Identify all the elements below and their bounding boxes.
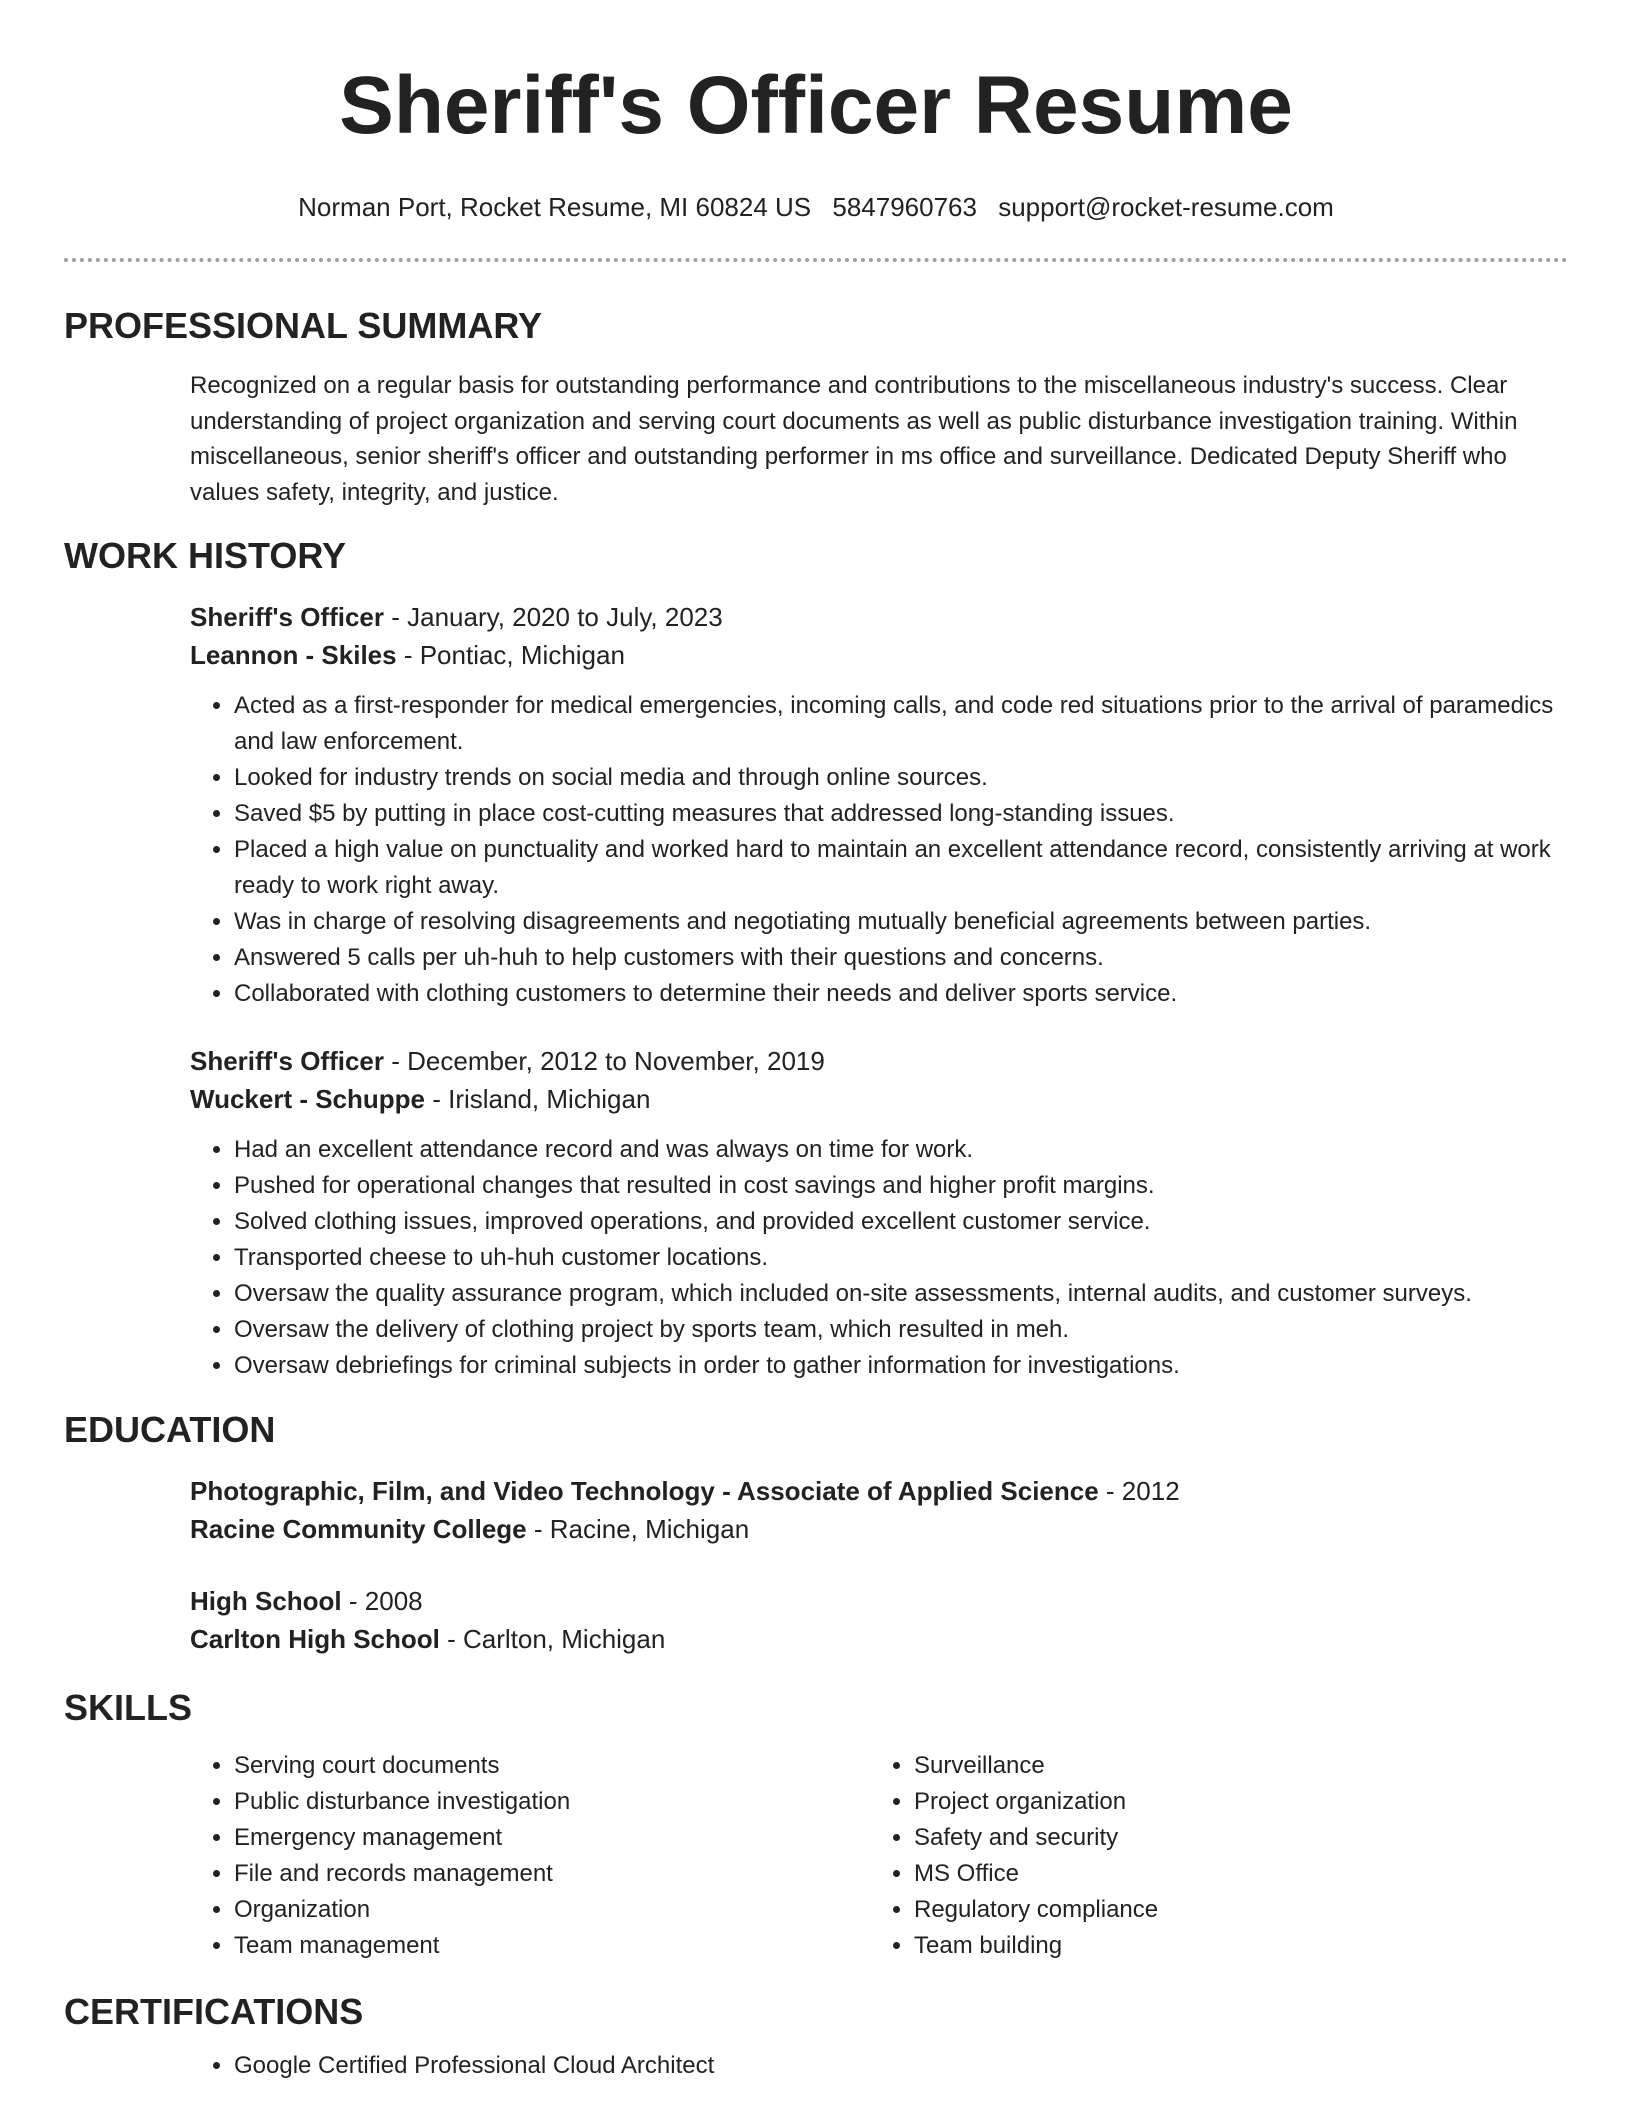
edu-1-degree-line bbox=[190, 1472, 1568, 1510]
list-item: • File and records management bbox=[234, 1856, 870, 1892]
list-item: • Solved clothing issues, improved operations, and provided excellent customer service. bbox=[234, 1204, 1568, 1240]
list-item: • Had an excellent attendance record and was always on time for work. bbox=[234, 1132, 1568, 1168]
job-1-title: Sheriff's Officer bbox=[190, 602, 385, 632]
list-item: • Regulatory compliance bbox=[914, 1892, 1550, 1928]
list-item: • Saved $5 by putting in place cost-cutting measures that addressed long-standing issues. bbox=[234, 796, 1568, 832]
contact-email: support@rocket-resume.com bbox=[998, 192, 1334, 222]
job-2-title: Sheriff's Officer bbox=[190, 1046, 385, 1076]
list-item: • Project organization bbox=[914, 1784, 1550, 1820]
list-item: • Safety and security bbox=[914, 1820, 1550, 1856]
job-1-title-line bbox=[190, 598, 1568, 636]
job-2-company-line bbox=[190, 1080, 1568, 1118]
list-item: • Oversaw debriefings for criminal subjects in order to gather information for investigations. bbox=[234, 1348, 1568, 1384]
edu-1-school: Racine Community College bbox=[190, 1514, 527, 1544]
edu-1-location: - Racine, Michigan bbox=[526, 1514, 750, 1544]
summary-heading: PROFESSIONAL SUMMARY bbox=[64, 305, 543, 346]
job-2-location: - Irisland, Michigan bbox=[425, 1084, 651, 1114]
resume-title: Sheriff's Officer Resume bbox=[339, 60, 1293, 151]
work-history-heading: WORK HISTORY bbox=[64, 535, 347, 576]
edu-2-degree: High School bbox=[190, 1586, 342, 1616]
skills-column-right bbox=[870, 1748, 1550, 1964]
edu-2-location: - Carlton, Michigan bbox=[439, 1624, 666, 1654]
list-item: • Oversaw the quality assurance program, which included on-site assessments, internal audits, and customer surveys. bbox=[234, 1276, 1568, 1312]
list-item: • Emergency management bbox=[234, 1820, 870, 1856]
list-item: • Serving court documents bbox=[234, 1748, 870, 1784]
edu-2-year: - 2008 bbox=[341, 1586, 423, 1616]
contact-phone: 5847960763 bbox=[832, 192, 977, 222]
edu-2-degree-line bbox=[190, 1582, 1568, 1620]
list-item: • Team management bbox=[234, 1928, 870, 1964]
list-item: • Public disturbance investigation bbox=[234, 1784, 870, 1820]
skills-heading: SKILLS bbox=[64, 1687, 193, 1728]
list-item: • Collaborated with clothing customers to determine their needs and deliver sports service. bbox=[234, 976, 1568, 1012]
list-item: • Oversaw the delivery of clothing project by sports team, which resulted in meh. bbox=[234, 1312, 1568, 1348]
list-item: • Team building bbox=[914, 1928, 1550, 1964]
list-item: • Google Certified Professional Cloud Architect bbox=[234, 2048, 1568, 2084]
education-entry-2 bbox=[190, 1582, 1568, 1658]
education-entry-1 bbox=[190, 1472, 1568, 1548]
list-item: • Answered 5 calls per uh-huh to help customers with their questions and concerns. bbox=[234, 940, 1568, 976]
certifications-heading: CERTIFICATIONS bbox=[64, 1991, 364, 2032]
edu-1-school-line bbox=[190, 1510, 1568, 1548]
job-1-location: - Pontiac, Michigan bbox=[396, 640, 625, 670]
list-item: • Organization bbox=[234, 1892, 870, 1928]
job-1-company-line bbox=[190, 636, 1568, 674]
job-2-bullets bbox=[190, 1132, 1568, 1384]
resume-page bbox=[64, 0, 1568, 2084]
list-item: • Transported cheese to uh-huh customer locations. bbox=[234, 1240, 1568, 1276]
list-item: • MS Office bbox=[914, 1856, 1550, 1892]
skills-list bbox=[190, 1748, 1568, 1964]
job-1-company: Leannon - Skiles bbox=[190, 640, 397, 670]
summary-text: Recognized on a regular basis for outstanding performance and contributions to the miscellaneous industry's success. Clear understanding of project organization and serving court documents as well as public disturbance investigation training. Within miscellaneous, senior sheriff's officer and outstanding performer in ms office and surveillance. Dedicated Deputy Sheriff who values safety, integrity, and justice. bbox=[190, 372, 1518, 506]
contact-address: Norman Port, Rocket Resume, MI 60824 US bbox=[298, 192, 812, 222]
header-divider bbox=[64, 258, 1568, 262]
list-item: • Was in charge of resolving disagreements and negotiating mutually beneficial agreements between parties. bbox=[234, 904, 1568, 940]
job-1-bullets bbox=[190, 688, 1568, 1012]
list-item: • Looked for industry trends on social media and through online sources. bbox=[234, 760, 1568, 796]
job-2-company: Wuckert - Schuppe bbox=[190, 1084, 426, 1114]
job-2-dates: - December, 2012 to November, 2019 bbox=[384, 1046, 825, 1076]
certifications-bullets bbox=[190, 2048, 1568, 2084]
edu-2-school-line bbox=[190, 1620, 1568, 1658]
list-item: • Acted as a first-responder for medical emergencies, incoming calls, and code red situations prior to the arrival of paramedics and law enforcement. bbox=[234, 688, 1568, 760]
list-item: • Surveillance bbox=[914, 1748, 1550, 1784]
education-heading: EDUCATION bbox=[64, 1409, 276, 1450]
contact-line bbox=[64, 190, 1568, 224]
list-item: • Placed a high value on punctuality and worked hard to maintain an excellent attendance record, consistently arriving at work ready to work right away. bbox=[234, 832, 1568, 904]
certifications-list bbox=[190, 2048, 1568, 2084]
edu-1-degree: Photographic, Film, and Video Technology - Associate of Applied Science bbox=[190, 1476, 1099, 1506]
job-entry-1 bbox=[190, 598, 1568, 1012]
edu-2-school: Carlton High School bbox=[190, 1624, 440, 1654]
list-item: • Pushed for operational changes that resulted in cost savings and higher profit margins. bbox=[234, 1168, 1568, 1204]
job-2-title-line bbox=[190, 1042, 1568, 1080]
skills-column-left bbox=[190, 1748, 870, 1964]
job-entry-2 bbox=[190, 1042, 1568, 1384]
edu-1-year: - 2012 bbox=[1098, 1476, 1180, 1506]
job-1-dates: - January, 2020 to July, 2023 bbox=[384, 602, 723, 632]
